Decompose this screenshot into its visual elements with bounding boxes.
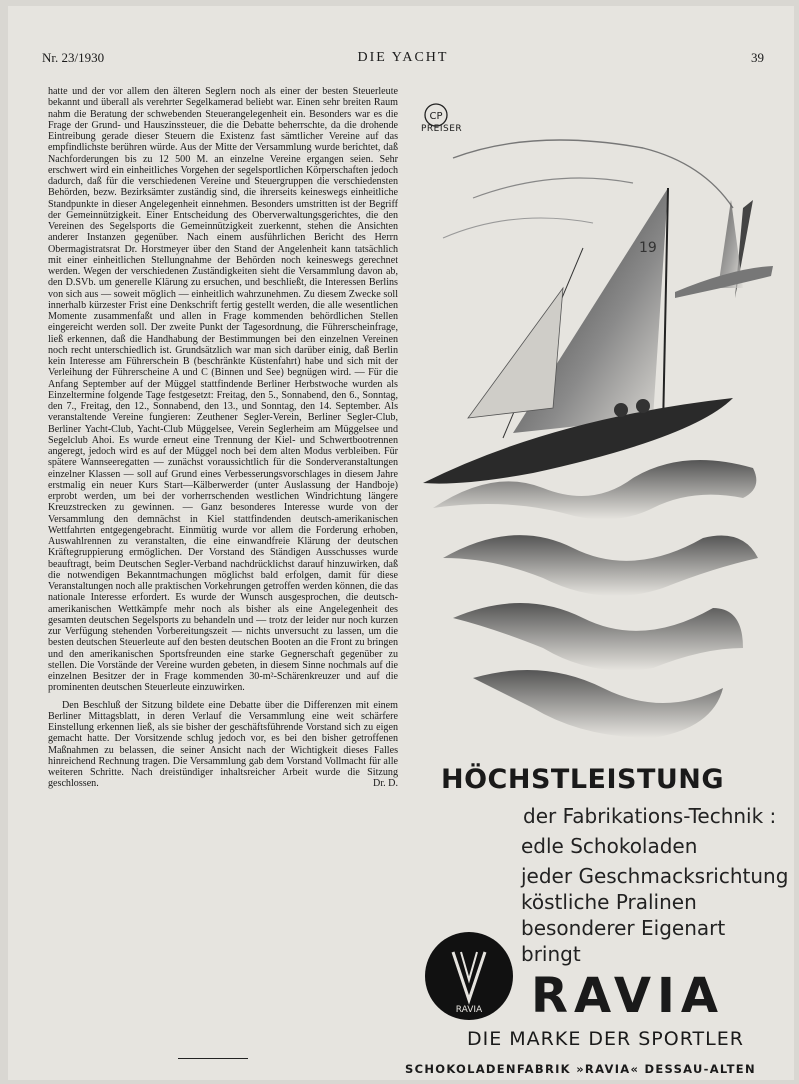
artist-name: PREISER [421, 124, 463, 134]
page-number: 39 [751, 50, 764, 65]
issue-number: Nr. 23/1930 [42, 50, 105, 65]
author-signature: Dr. D. [373, 778, 398, 790]
ravia-logo-icon [423, 930, 515, 1022]
sailboat-illustration [413, 88, 795, 768]
page-header [42, 50, 764, 72]
artist-monogram: CP [429, 111, 443, 122]
brand-motto: DIE MARKE DER SPORTLER [467, 1028, 744, 1050]
ad-line: köstliche Pralinen [521, 890, 697, 914]
sail-number: 19 [639, 240, 657, 256]
ad-line: der Fabrikations-Technik : [523, 804, 777, 828]
article-paragraph-text: Den Beschluß der Sitzung bildete eine Debatte über die Differenzen mit einem Berliner Mittagsblatt, in deren Verlauf die Versammlung eine weit schärfere Einstellung erkennen ließ, als sie bisher der geschäftsführende Vorstand sich zu eigen gemacht hatte. Der Vorsitzende schlug jedoch vor, es bei den bisher getroffenen Maßnahmen zu belassen, die seiner Ansicht nach der Wichtigkeit dieses Falles hinreichend Rechnung tragen. Die Versammlung gab dem Vorstand Vollmacht für alle weiteren Schritte. Nach dreistündiger inhaltsreicher Arbeit wurde die Sitzung geschlossen. [48, 699, 398, 790]
magazine-title: DIE YACHT [357, 50, 449, 65]
article-paragraph [48, 700, 398, 790]
article-column [48, 86, 398, 790]
end-rule [178, 1058, 248, 1059]
ad-line: edle Schokoladen [521, 834, 698, 858]
ad-headline: HÖCHSTLEISTUNG [441, 764, 725, 795]
manufacturer-line: SCHOKOLADENFABRIK »RAVIA« DESSAU-ALTEN [405, 1062, 756, 1076]
article-paragraph: hatte und der vor allem den älteren Seglern noch als einer der besten Steuerleute bekannt und überall als verehrter Segelkamerad beliebt war. Einen sehr breiten Raum nahm die Beratung der schwebenden Steuerangelegenheit ein. Besonders war es die Frage der Grund- und Hauszinssteuer, die die Debatte beherrschte, da die drohende Eintreibung gerade dieser Steuern die Existenz fast sämtlicher Vereine auf das empfindlichste berühren würde. Aus der Mitte der Versammlung wurde berichtet, daß Nachforderungen bis zu 12 500 M. an einzelne Vereine ergangen seien. Sehr erschwert wird ein einheitliches Vorgehen der segelsportlichen Körperschaften jedoch dadurch, daß für die verschiedenen Vereine und Steuergruppen die verschiedensten Behörden, bezw. Bezirksämter zuständig sind, die ihrerseits keineswegs einheitliche Standpunkte in dieser Angelegenheit einnehmen. Besonders umstritten ist der Begriff der Gemeinnützigkeit. Einer Entscheidung des Oberverwaltungsgerichtes, die den Vereinen des Segelsports die Gemeinnützigkeit zuerkennt, stehen die Ansichten anderer Instanzen gegenüber. Nach einem ausführlichen Bericht des Herrn Obermagistratsrat Dr. Horstmeyer über den Stand der Angelenheit kann tatsächlich mit einer einheitlichen Stellungnahme der Behörden noch keineswegs gerechnet werden. Wegen der verschiedenen Zuständigkeiten sieht die Versammlung davon ab, den D.SVb. um generelle Klärung zu ersuchen, und beschließt, die Interessen Berlins von sich aus — soweit möglich — einheitlich wahrzunehmen. Zu diesem Zwecke soll innerhalb kürzester Frist eine Denkschrift fertig gestellt werden, die alle wesentlichen Momente zusammenfaßt und allen in Frage kommenden behördlichen Stellen eingereicht werden soll. Der zweite Punkt der Tagesordnung, die Führerscheinfrage, ließ erkennen, daß die Handhabung der Bestimmungen bei den einzelnen Vereinen noch recht unterschiedlich ist. Grundsätzlich war man sich darüber einig, daß Berlin kein Interesse am Führerschein B (beschränkte Küstenfahrt) habe und sich mit der Verleihung der Führerscheine A und C (Binnen und See) begnügen wird. — Für die Anfang September auf der Müggel stattfindende Berliner Herbstwoche wurden als Einzeltermine folgende Tage festgesetzt: Freitag, den 5., Sonnabend, den 6., Sonntag, den 7., Freitag, den 12., Sonnabend, den 13., und Sonntag, den 14. September. Als veranstaltende Vereine fungieren: Zeuthener Segler-Verein, Berliner Segler-Club, Berliner Yacht-Club, Yacht-Club Müggelsee, Verein Seglerheim am Müggelsee und Segelclub Ahoi. Es wurde erneut eine Trennung der Kiel- und Schwertbootrennen angeregt, jedoch wird es auf der Müggel noch bei dem alten Modus verbleiben. Für spätere Wannseeregatten — zunächst voraussichtlich für die Sonderveranstaltungen einzelner Klassen — soll auf Grund eines Verbesserungsvorschlages in diesem Jahre erstmalig ein neuer Kurs Start—Kälberwerder (unter Auslassung der Handboje) erprobt werden, um bei der vorherrschenden westlichen Windrichtung längere Kreuzstrecken zu gewinnen. — Ganz besonderes Interesse wurde von der Versammlung den demnächst in Kiel stattfindenden deutsch-amerikanischen Wettfahrten entgegengebracht. Einmütig wurde vor allem die Forderung erhoben, Auswahlrennen zu veranstalten, die eine einwandfreie Klärung der deutschen Kräftegruppierung ermöglichen. Der Vorstand des Ständigen Ausschusses wurde beauftragt, beim Deutschen Segler-Verband nachdrücklichst darauf hinzuwirken, daß die notwendigen Bekanntmachungen möglichst bald erfolgen, damit für diese Veranstaltungen noch alle praktischen Vorkehrungen getroffen werden können, die das nationale Interesse erfordert. Es wurde der Wunsch ausgesprochen, die deutsch-amerikanischen Wettkämpfe mehr noch als bisher als eine Angelegenheit des gesamten deutschen Segelsports zu behandeln und — trotz der leider nur noch kurzen zur Verfügung stehenden Vorbereitungszeit — nichts unversucht zu lassen, um die besten deutschen Steuerleute auf den besten deutschen Booten an die Front zu bringen und den amerikanischen Sportsfreunden eine starke Gegnerschaft gegenüber zu stellen. Die Vorstände der Vereine wurden gebeten, in diesem Sinne nochmals auf die einzelnen Besitzer der in Frage kommenden 30-m²-Schärenkreuzer und auf die prominenten deutschen Steuerleute einzuwirken. [48, 86, 398, 694]
ravia-advertisement [405, 88, 795, 1084]
ad-line: bringt [521, 942, 581, 966]
brand-name: RAVIA [531, 968, 725, 1024]
ad-line: jeder Geschmacksrichtung [521, 864, 789, 888]
ad-line: besonderer Eigenart [521, 916, 726, 940]
logo-text: RAVIA [455, 1005, 483, 1015]
magazine-page [8, 6, 794, 1080]
